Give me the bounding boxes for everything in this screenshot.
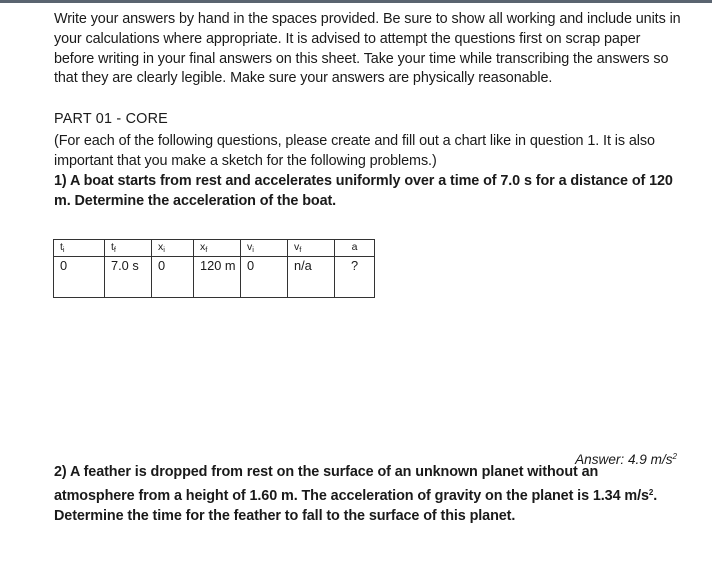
header-v-i: $v_i$	[241, 240, 288, 257]
part-heading: PART 01 - CORE	[54, 111, 168, 127]
question-2: 2) A feather is dropped from rest on the surface of an unknown planet without an atmosphere from a height of 1.60 m. The acceleration of gravity on the planet is 1.34 $m/s^2$. Determine the time for the feather to fall to the surface of this planet.	[54, 464, 658, 524]
instructions-paragraph: Write your answers by hand in the spaces provided. Be sure to show all working and include units in your calculations where appropriate. It is advised to attempt the questions first on scrap paper before writing in your final answers on this sheet. Take your time while transcribing the answers so that they are clearly legible. Make sure your answers are physically reasonable.	[54, 11, 681, 87]
header-v-f: $v_f$	[288, 240, 335, 257]
worksheet-page	[54, 10, 684, 524]
header-a: a	[335, 240, 375, 257]
value-t-f: 7.0 s	[105, 257, 152, 298]
question-1: 1) A boat starts from rest and accelerates uniformly over a time of 7.0 s for a distance of 120 m. Determine the acceleration of the boat.	[54, 173, 673, 209]
part-note: (For each of the following questions, please create and fill out a chart like in question 1. It is also important that you make a sketch for the following problems.)	[54, 133, 655, 169]
chart-value-row	[54, 257, 375, 298]
value-t-i: 0	[54, 257, 105, 298]
kinematics-chart	[53, 239, 375, 298]
header-t-i: $t_i$	[54, 240, 105, 257]
header-x-f: $x_f$	[194, 240, 241, 257]
value-x-i: 0	[152, 257, 194, 298]
chart-header-row	[54, 240, 375, 257]
answer-1: Answer: 4.9 $m/s^2$	[575, 452, 677, 467]
value-v-i: 0	[241, 257, 288, 298]
header-x-i: $x_i$	[152, 240, 194, 257]
value-a: ?	[335, 257, 375, 298]
top-border	[0, 0, 712, 3]
value-x-f: 120 m	[194, 257, 241, 298]
value-v-f: n/a	[288, 257, 335, 298]
header-t-f: $t_f$	[105, 240, 152, 257]
